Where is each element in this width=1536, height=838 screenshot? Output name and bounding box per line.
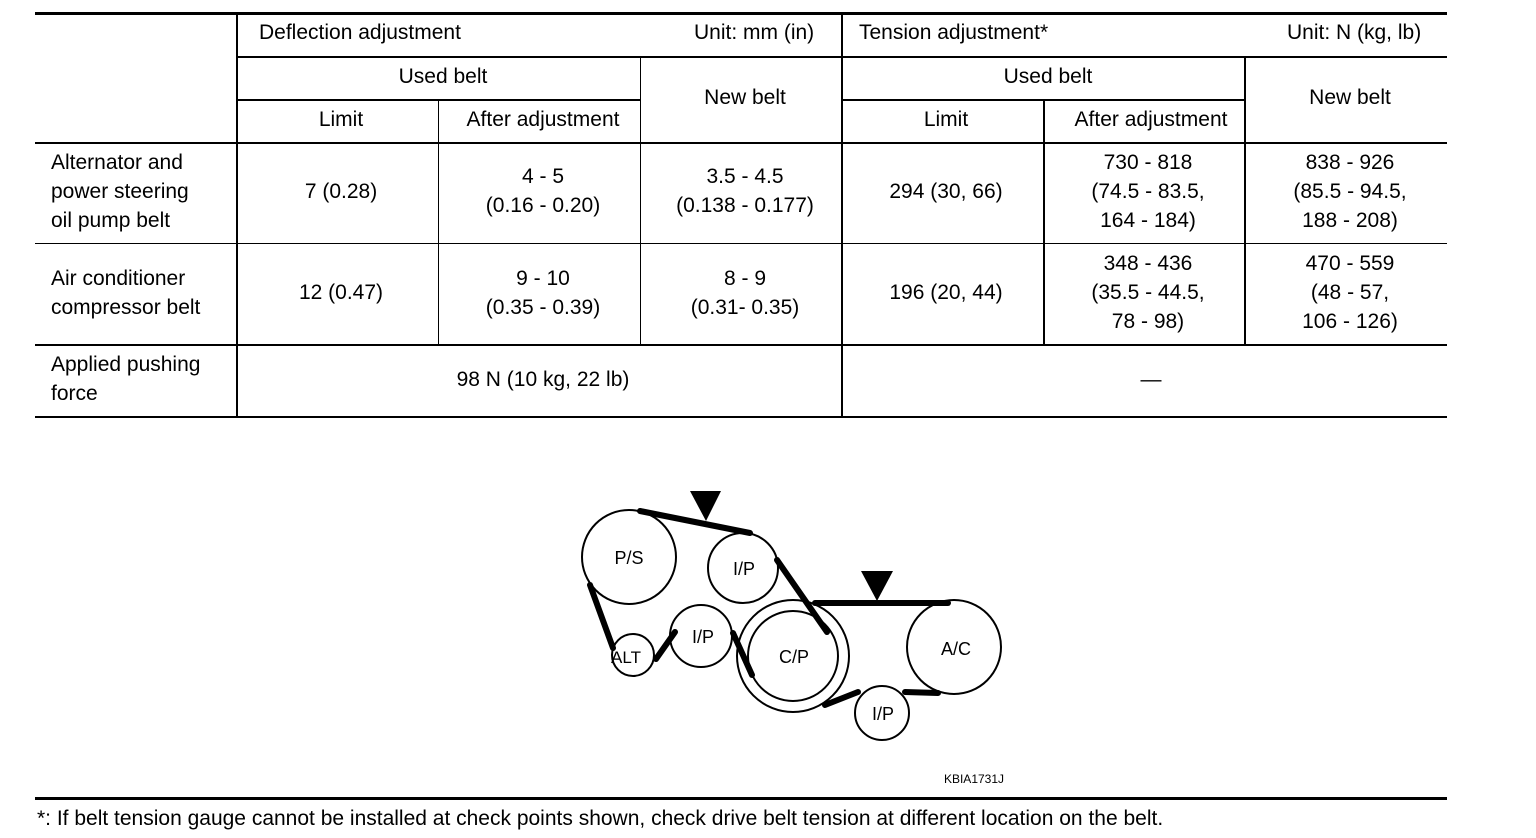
alt-label: ALT [611,648,641,667]
cell-deflection-new: 8 - 9 (0.31- 0.35) [690,267,800,319]
cell-deflection-limit: 12 (0.47) [298,281,384,304]
cp-label: C/P [778,647,810,667]
ip-mid-label: I/P [691,627,715,647]
tension-limit-header: Limit [923,108,969,131]
footnote: *: If belt tension gauge cannot be installed at check points shown, check drive belt tension at different location on the belt. [37,807,1164,830]
ip-bottom-label: I/P [871,704,895,724]
ac-label: A/C [940,639,972,659]
cell-push-deflection: 98 N (10 kg, 22 lb) [456,368,630,391]
ps-label: P/S [614,548,644,568]
cell-tension-after: 730 - 818 (74.5 - 83.5, 164 - 184) [1091,151,1205,232]
tension-new-belt-header: New belt [1309,86,1391,109]
deflection-header: Deflection adjustment [259,21,461,44]
deflection-limit-header: Limit [318,108,364,131]
footnote-rule [35,797,1447,800]
ip-top-label: I/P [732,559,756,579]
check-point-arrow [690,491,721,521]
deflection-after-header: After adjustment [466,108,620,131]
cell-deflection-after: 9 - 10 (0.35 - 0.39) [485,267,601,319]
cell-deflection-new: 3.5 - 4.5 (0.138 - 0.177) [676,165,814,217]
check-point-arrow [861,571,893,601]
deflection-used-belt-header: Used belt [398,65,488,88]
tension-after-header: After adjustment [1074,108,1228,131]
row-label: Alternator and power steering oil pump belt [51,151,189,232]
belt-segment [905,692,938,693]
figure-code: KBIA1731J [943,772,1005,786]
row-label: Air conditioner compressor belt [51,267,201,319]
cell-tension-limit: 196 (20, 44) [889,281,1003,304]
tension-unit: Unit: N (kg, lb) [1287,21,1422,44]
deflection-unit: Unit: mm (in) [694,21,815,44]
cell-deflection-after: 4 - 5 (0.16 - 0.20) [485,165,601,217]
deflection-new-belt-header: New belt [704,86,786,109]
cell-tension-new: 470 - 559 (48 - 57, 106 - 126) [1302,252,1398,333]
row-label: Applied pushing force [51,353,201,405]
cell-tension-limit: 294 (30, 66) [889,180,1003,203]
tension-used-belt-header: Used belt [1003,65,1093,88]
cell-push-tension: — [1140,368,1162,391]
cell-deflection-limit: 7 (0.28) [304,180,378,203]
cell-tension-after: 348 - 436 (35.5 - 44.5, 78 - 98) [1091,252,1205,333]
cell-tension-new: 838 - 926 (85.5 - 94.5, 188 - 208) [1293,151,1407,232]
tension-header: Tension adjustment* [859,21,1049,44]
